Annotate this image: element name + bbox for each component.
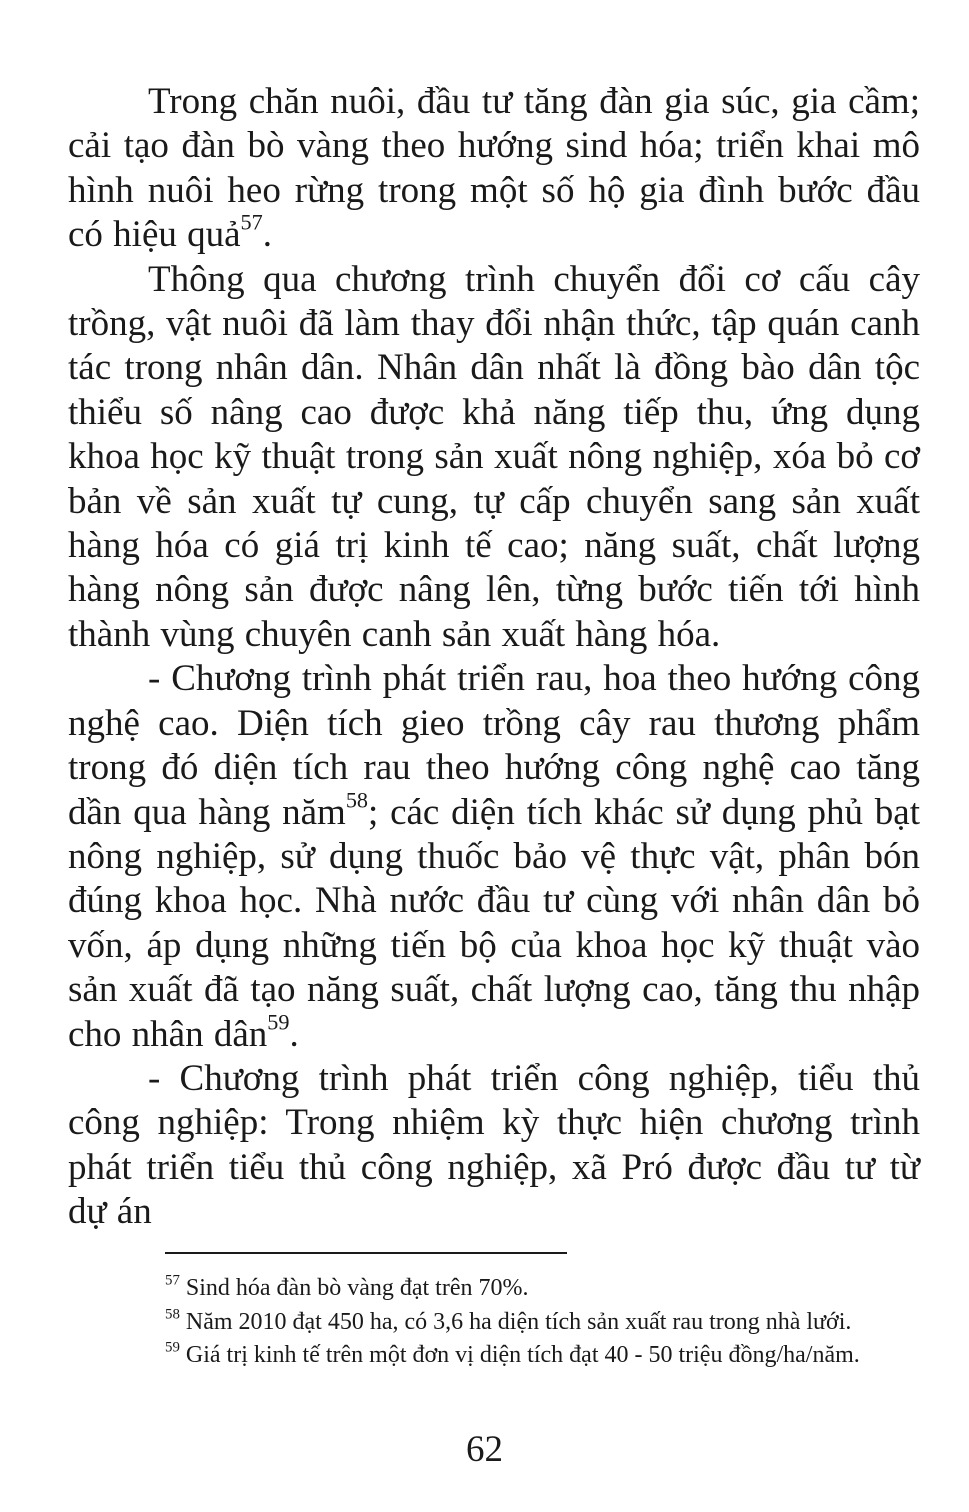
- body-text: [68, 80, 920, 1235]
- footnote-ref: 59: [267, 1008, 290, 1034]
- page-number: 62: [466, 1429, 503, 1470]
- footnote-number: 57: [165, 1272, 180, 1289]
- paragraph-vegetable-program: [68, 657, 920, 1057]
- footnote-ref: 57: [240, 209, 263, 235]
- paragraph-tail: .: [289, 1013, 299, 1055]
- footnote-number: 58: [165, 1306, 180, 1323]
- footnote-divider: [165, 1252, 567, 1254]
- footnote-ref: 58: [345, 786, 369, 812]
- paragraph-tail: .: [262, 214, 272, 256]
- paragraph-text: - Chương trình phát triển rau, hoa theo hướng công nghệ cao. Diện tích gieo trồng cây rau thương phẩm trong đó diện tích rau theo hướng công nghệ cao tăng dần qua hàng năm: [68, 658, 920, 833]
- footnote-text: Giá trị kinh tế trên một đơn vị diện tích đạt 40 - 50 triệu đồng/ha/năm.: [185, 1342, 860, 1368]
- footnote: [68, 1272, 920, 1306]
- footnote: [68, 1339, 920, 1373]
- footnote-text: Sind hóa đàn bò vàng đạt trên 70%.: [185, 1275, 529, 1301]
- footnote-number: 59: [165, 1339, 180, 1356]
- paragraph-text: Trong chăn nuôi, đầu tư tăng đàn gia súc, gia cầm; cải tạo đàn bò vàng theo hướng sind hóa; triển khai mô hình nuôi heo rừng trong một số hộ gia đình bước đầu có hiệu quả: [68, 81, 920, 256]
- paragraph-conversion-program: [68, 258, 920, 658]
- paragraph-text: Thông qua chương trình chuyển đổi cơ cấu cây trồng, vật nuôi đã làm thay đổi nhận thức, tập quán canh tác trong nhân dân. Nhân dân nhất là đồng bào dân tộc thiểu số nâng cao được khả năng tiếp thu, ứng dụng khoa học kỹ thuật trong sản xuất nông nghiệp, xóa bỏ cơ bản về sản xuất tự cung, tự cấp chuyển sang sản xuất hàng hóa có giá trị kinh tế cao; năng suất, chất lượng hàng nông sản được nâng lên, từng bước tiến tới hình thành vùng chuyên canh sản xuất hàng hóa.: [68, 258, 920, 655]
- paragraph-text-continued: ; các diện tích khác sử dụng phủ bạt nông nghiệp, sử dụng thuốc bảo vệ thực vật, phân bón đúng khoa học. Nhà nước đầu tư cùng với nhân dân bỏ vốn, áp dụng những tiến bộ của khoa học kỹ thuật vào sản xuất đã tạo năng suất, chất lượng cao, tăng thu nhập cho nhân dân: [68, 791, 920, 1055]
- paragraph-livestock: [68, 80, 920, 258]
- paragraph-text: - Chương trình phát triển công nghiệp, tiểu thủ công nghiệp: Trong nhiệm kỳ thực hiện chương trình phát triển tiểu thủ công nghiệp, xã Pró được đầu tư từ dự án: [68, 1057, 920, 1233]
- footnotes: [68, 1272, 920, 1373]
- paragraph-industry-program: [68, 1057, 920, 1235]
- footnote: [68, 1306, 920, 1340]
- footnote-text: Năm 2010 đạt 450 ha, có 3,6 ha diện tích sản xuất rau trong nhà lưới.: [185, 1308, 852, 1335]
